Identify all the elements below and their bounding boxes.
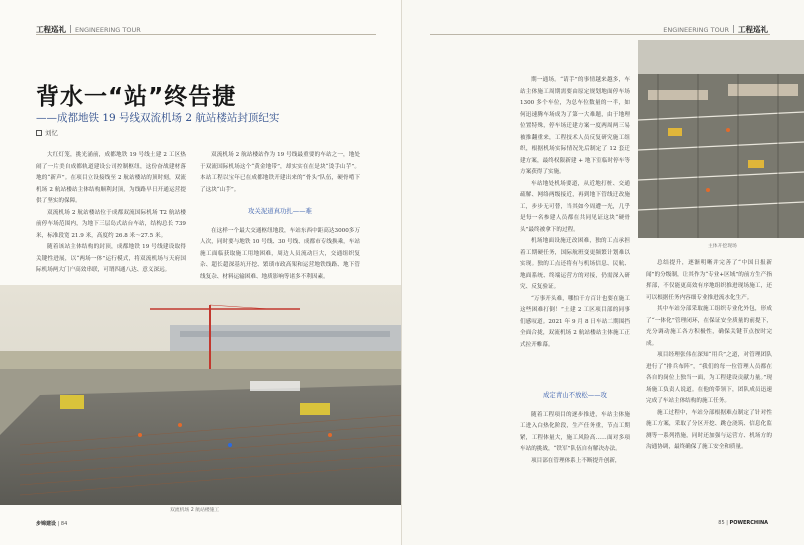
right-column-1 <box>520 75 630 351</box>
right-page-number: 85 <box>718 520 725 526</box>
left-footer-brand: 步锦建设 <box>36 521 57 527</box>
paragraph: 其中车站分部采取施工组织专业化外包，形成了“一体化”管理闭环，在保证安全质量的前提下，充分调动施工各方积极性，确保关键节点按时完成。 <box>646 306 772 347</box>
right-footer: 85 | POWERCHINA <box>718 520 768 526</box>
paragraph: 双流机场 2 航站楼站位于成都双流国际机场 T2 航站楼前停车场范围内，为地下三层岛式站台车站，结构总长 739 米，标准段宽 21.9 米，高度约 26.8 米～27.5 米。 <box>36 209 186 239</box>
paragraph: “万事开头难，哪怕千方百计也要在施工这些困难打倒！”土建 2 工区项目部的同事们感叹道。2021 年 9 月 8 日车站二期围挡全面合拢，双流机场 2 航站楼站主体施工正式拉开帷幕。 <box>520 295 630 348</box>
article-title: 背水一“站”终告捷 <box>36 84 237 110</box>
paragraph: 在这样一个最大交通枢纽地段，车站东西中距高达3000多万人次，同时要与地铁 10 号线、30 号线、成都市专线换乘，车站施工面临获取施工用地困难，周边人员流动巨大，交通组织复杂、超长超深基坑开挖、繁琐市政高架和运营地铁线路、地下管线复杂、材料运输困难、地质影响等诸多不利因素。 <box>200 227 360 280</box>
paragraph: 双流机场 2 航站楼站作为 19 号线最重要的车站之一，地处于双流国际机场这个“黄金地带”，却实实在在是块“烫手山芋”。本站工程以宝年已在成都地铁开建出来的“骨头”队伍，硬骨啃下了这块“山芋”。 <box>200 152 360 193</box>
right-column-2 <box>646 258 772 454</box>
author-box-icon <box>36 130 42 136</box>
paragraph: 项目部在管理体系上不断提升创新， <box>531 457 621 464</box>
left-page-number: 84 <box>60 521 68 527</box>
left-column-1 <box>36 150 186 277</box>
right-header-section: 工程巡礼 <box>738 25 768 34</box>
header-separator <box>733 25 734 33</box>
right-footer-brand: POWERCHINA <box>729 520 768 526</box>
section-heading-2: 成定青山不放松——攻 <box>543 391 607 399</box>
section-heading-1: 攻关泥道真功扎——难 <box>248 207 312 215</box>
right-header-rule <box>430 34 770 35</box>
left-column-2 <box>200 150 360 283</box>
right-page <box>402 0 804 545</box>
header-separator <box>70 25 71 33</box>
construction-site-image <box>0 285 402 505</box>
paragraph: 施工过程中，车站分部根据难点制定了针对性施工方案，采取了分区开挖、跳仓浇筑、信息化监测等一系列措施，同时还加强与运营方、机场方的沟通协调，最终确保了施工安全和质量。 <box>646 409 772 450</box>
left-photo-caption: 双流机场 2 航站楼施工 <box>170 508 220 513</box>
paragraph: 项目经理张伟在深知“用兵”之道，对管理团队进行了“排兵布阵”，“我们的每一位管理人员都在各自的岗位上独当一面，为工程建设贡献力量。”现场施工负责人说道。在他的带领下，团队成员迅速完成了车站主体结构的施工任务。 <box>646 352 772 404</box>
right-column-1b <box>520 390 630 467</box>
paragraph: 车站地处机场要道，从近地打桩、交通疏解、网络两级接近，再到地下管线迁改施工，步步无可替，当其如今周遭一光，几乎是每一名参建人员都在共同见证这块“硬骨头”最终被拿下的过程。 <box>520 180 630 233</box>
construction-photo-right <box>638 40 804 238</box>
construction-photo-left <box>0 285 402 505</box>
left-header-section: 工程巡礼 <box>36 25 66 34</box>
paragraph: 随着该站主体结构的封顶，成都地铁 19 号线建设取得关键性进展，以“两场一体”运行模式，将双流机场与天府国际机场两大门户高效串联，可谓四通八达、意义深远。 <box>36 244 186 273</box>
paragraph: 总结提升，逐渐明晰并完善了“中国日报新闻”的分级制，让其作为“专业+区域”的前方生产指挥部，不仅能更高效有序地组织推进现场施工，还可以根据任务内容细专业推进流水化生产。 <box>646 260 772 301</box>
author-name: 刘忆 <box>45 129 58 137</box>
article-subtitle: ——成都地铁 19 号线双流机场 2 航站楼站封顶纪实 <box>36 112 280 124</box>
right-photo-caption: 主体开挖现场 <box>708 244 737 249</box>
left-footer: 步锦建设 | 84 <box>36 521 68 527</box>
author-line <box>36 128 58 137</box>
paragraph: 机场地面设施迁改困难，独的工点承担着工期硬任务，国际航班变更频繁计划难以实现。独的工点还将有与机场信息、民航、地面系统、终端运营方的对接，仍需深入研究、反复验证。 <box>520 238 630 290</box>
excavation-site-image <box>638 40 804 238</box>
right-header-section-en: ENGINEERING TOUR <box>663 26 729 34</box>
paragraph: 期一通场。“请手”的事情越来越多，车站主体施工周期需要由原定规划地面停车场 1300 多个车位，为总车位数量的一半，如何迅速腾车场成为了第一大难题，由于地理位置特殊，停车场迁建方案一度两周两三易被推翻重来，工程技术人员反复研究施工组织，根据机场实际情况先后制定了 12 套迁建方案，最终权限新建 + 地下室临时停车等方案获得了实施。 <box>520 77 630 175</box>
left-header-rule <box>36 34 376 35</box>
paragraph: 随着工程项目的逐步推进，车站主体施工进入白热化阶段，生产任务重，节点工期紧，工程体量大，施工风险高……面对多项车站的挑战，“铁军”队伍自有解决办法。 <box>520 411 630 452</box>
paragraph: 大红灯笼，挑光涌前，成都地铁 19 号线土建 2 工区热闹了一片美自成都轨道建设公司控制枢纽，这份奋战建材落地的“新声”。在项目立设接线至 2 航站楼站的顶时刻，双流机场 2 航站楼站主体结构顺利封顶，为线路早日开通运营提供了坚实的保障。 <box>36 152 186 204</box>
left-header-section-en: ENGINEERING TOUR <box>75 26 141 34</box>
